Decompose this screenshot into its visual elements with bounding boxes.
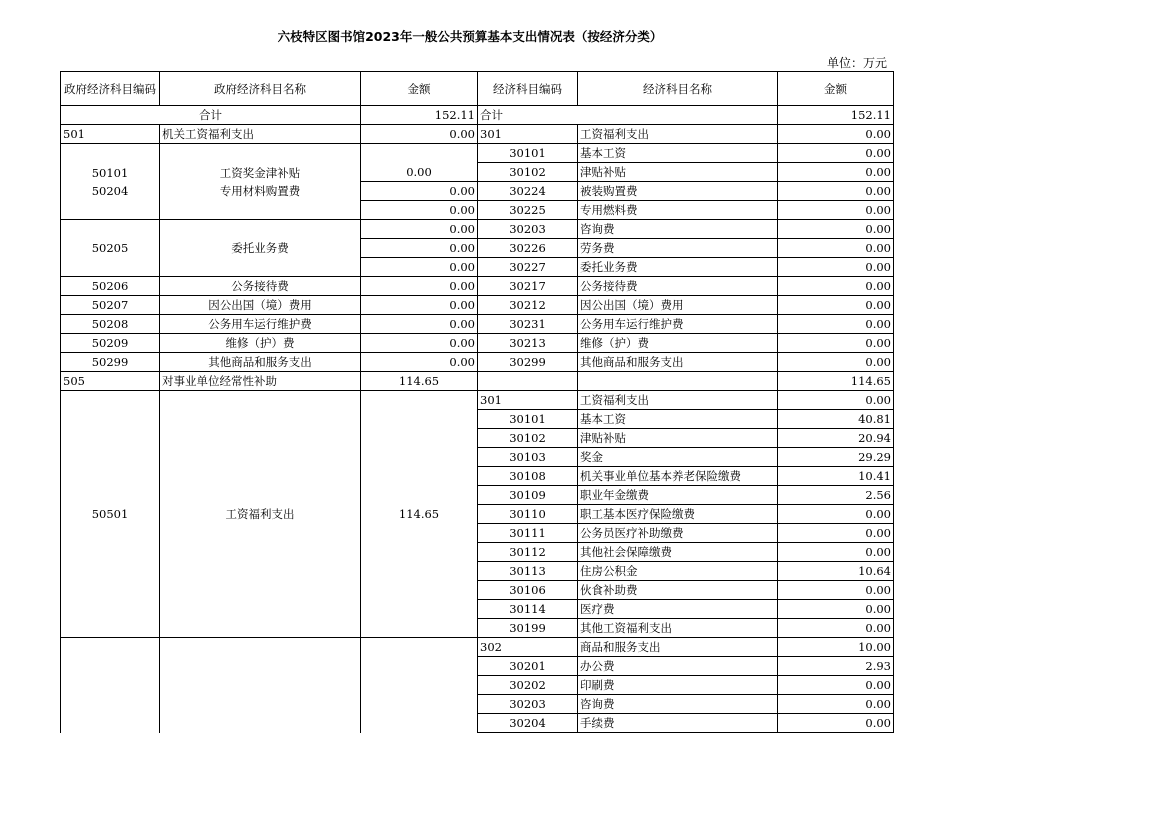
eco-amount: 10.41 <box>778 467 894 486</box>
eco-code: 30231 <box>478 315 578 334</box>
gov-name: 工资福利支出 <box>160 391 361 638</box>
gov-code: 50299 <box>61 353 160 372</box>
eco-name: 工资福利支出 <box>578 391 778 410</box>
gov-name-empty <box>160 638 361 733</box>
gov-name-group <box>160 144 361 220</box>
gov-code: 505 <box>61 372 160 391</box>
eco-amount: 0.00 <box>778 676 894 695</box>
eco-name: 医疗费 <box>578 600 778 619</box>
header-gov-code: 政府经济科目编码 <box>61 72 160 106</box>
page-title: 六枝特区图书馆2023年一般公共预算基本支出情况表（按经济分类） <box>277 29 663 44</box>
header-eco-name: 经济科目名称 <box>578 72 778 106</box>
total-label: 合计 <box>61 106 361 125</box>
total-label-eco: 合计 <box>478 106 778 125</box>
header-gov-name: 政府经济科目名称 <box>160 72 361 106</box>
eco-code: 30201 <box>478 657 578 676</box>
eco-amount: 40.81 <box>778 410 894 429</box>
gov-amount: 0.00 <box>361 182 478 201</box>
eco-amount: 0.00 <box>778 277 894 296</box>
eco-name: 津贴补贴 <box>578 429 778 448</box>
eco-amount: 0.00 <box>778 125 894 144</box>
eco-code: 30110 <box>478 505 578 524</box>
gov-code-empty <box>61 638 160 733</box>
gov-amount: 0.00 <box>361 125 478 144</box>
gov-amount: 0.00 <box>361 144 478 182</box>
gov-name: 因公出国（境）费用 <box>160 296 361 315</box>
gov-name: 其他商品和服务支出 <box>160 353 361 372</box>
eco-code: 30102 <box>478 429 578 448</box>
eco-amount: 0.00 <box>778 220 894 239</box>
eco-code: 30217 <box>478 277 578 296</box>
eco-code: 30199 <box>478 619 578 638</box>
eco-name: 印刷费 <box>578 676 778 695</box>
table-row <box>61 220 894 239</box>
eco-code: 30101 <box>478 144 578 163</box>
eco-name: 办公费 <box>578 657 778 676</box>
table-row <box>61 353 894 372</box>
eco-amount: 0.00 <box>778 581 894 600</box>
eco-name: 商品和服务支出 <box>578 638 778 657</box>
eco-name: 工资福利支出 <box>578 125 778 144</box>
unit-label: 单位：万元 <box>827 56 888 70</box>
gov-amount: 0.00 <box>361 315 478 334</box>
eco-code: 30203 <box>478 220 578 239</box>
eco-code: 30102 <box>478 163 578 182</box>
gov-amount: 0.00 <box>361 201 478 220</box>
table-row <box>61 296 894 315</box>
gov-code: 50206 <box>61 277 160 296</box>
eco-amount: 0.00 <box>778 296 894 315</box>
eco-amount: 0.00 <box>778 163 894 182</box>
eco-name: 手续费 <box>578 714 778 733</box>
total-row <box>61 106 894 125</box>
eco-name: 专用燃料费 <box>578 201 778 220</box>
gov-name: 公务用车运行维护费 <box>160 315 361 334</box>
table-row <box>61 315 894 334</box>
table-row <box>61 638 894 657</box>
total-eco-amount: 152.11 <box>778 106 894 125</box>
header-eco-amount: 金额 <box>778 72 894 106</box>
eco-code: 30112 <box>478 543 578 562</box>
table-row <box>61 334 894 353</box>
eco-amount: 20.94 <box>778 429 894 448</box>
eco-name: 伙食补助费 <box>578 581 778 600</box>
eco-amount: 0.00 <box>778 334 894 353</box>
eco-amount: 0.00 <box>778 600 894 619</box>
eco-name: 其他工资福利支出 <box>578 619 778 638</box>
expenditure-table <box>60 71 894 733</box>
eco-name: 劳务费 <box>578 239 778 258</box>
eco-name <box>578 372 778 391</box>
gov-name: 机关工资福利支出 <box>160 125 361 144</box>
eco-code: 30106 <box>478 581 578 600</box>
eco-code: 30113 <box>478 562 578 581</box>
eco-name: 住房公积金 <box>578 562 778 581</box>
eco-name: 委托业务费 <box>578 258 778 277</box>
gov-code: 50501 <box>61 391 160 638</box>
eco-amount: 29.29 <box>778 448 894 467</box>
eco-amount: 10.64 <box>778 562 894 581</box>
eco-name: 咨询费 <box>578 695 778 714</box>
gov-code: 50208 <box>61 315 160 334</box>
header-gov-amount: 金额 <box>361 72 478 106</box>
eco-amount: 0.00 <box>778 695 894 714</box>
table-row <box>61 391 894 410</box>
gov-amount: 114.65 <box>361 372 478 391</box>
eco-code: 30203 <box>478 695 578 714</box>
eco-amount: 0.00 <box>778 619 894 638</box>
gov-amount: 0.00 <box>361 334 478 353</box>
gov-code: 50101 <box>91 165 129 180</box>
gov-code: 50207 <box>61 296 160 315</box>
eco-code: 30114 <box>478 600 578 619</box>
eco-amount: 0.00 <box>778 714 894 733</box>
eco-code: 30202 <box>478 676 578 695</box>
gov-code: 50205 <box>61 220 160 277</box>
eco-code: 30213 <box>478 334 578 353</box>
eco-name: 津贴补贴 <box>578 163 778 182</box>
eco-name: 职工基本医疗保险缴费 <box>578 505 778 524</box>
eco-code: 30226 <box>478 239 578 258</box>
eco-name: 公务用车运行维护费 <box>578 315 778 334</box>
header-row <box>61 72 894 106</box>
eco-name: 其他社会保障缴费 <box>578 543 778 562</box>
eco-name: 咨询费 <box>578 220 778 239</box>
table-row <box>61 144 894 163</box>
table-row <box>61 277 894 296</box>
eco-code: 302 <box>478 638 578 657</box>
eco-amount: 2.56 <box>778 486 894 505</box>
table-row <box>61 125 894 144</box>
eco-code: 301 <box>478 125 578 144</box>
eco-code: 30225 <box>478 201 578 220</box>
eco-amount: 0.00 <box>778 353 894 372</box>
eco-amount: 2.93 <box>778 657 894 676</box>
eco-code: 30101 <box>478 410 578 429</box>
gov-name: 公务接待费 <box>160 277 361 296</box>
gov-code-group <box>61 144 160 220</box>
gov-name: 专用材料购置费 <box>219 183 301 198</box>
eco-code: 30299 <box>478 353 578 372</box>
gov-amount: 0.00 <box>361 353 478 372</box>
eco-code: 30212 <box>478 296 578 315</box>
gov-name: 委托业务费 <box>160 220 361 277</box>
eco-name: 被装购置费 <box>578 182 778 201</box>
eco-code: 30108 <box>478 467 578 486</box>
eco-name: 职业年金缴费 <box>578 486 778 505</box>
eco-name: 其他商品和服务支出 <box>578 353 778 372</box>
gov-code: 50209 <box>61 334 160 353</box>
eco-name: 公务员医疗补助缴费 <box>578 524 778 543</box>
eco-name: 因公出国（境）费用 <box>578 296 778 315</box>
eco-name: 奖金 <box>578 448 778 467</box>
eco-amount: 0.00 <box>778 543 894 562</box>
eco-code: 30103 <box>478 448 578 467</box>
gov-amount: 0.00 <box>361 258 478 277</box>
eco-amount: 0.00 <box>778 239 894 258</box>
gov-amount: 0.00 <box>361 277 478 296</box>
gov-amount: 114.65 <box>361 391 478 638</box>
eco-amount: 0.00 <box>778 258 894 277</box>
eco-amount: 0.00 <box>778 144 894 163</box>
eco-amount: 0.00 <box>778 505 894 524</box>
eco-amount: 114.65 <box>778 372 894 391</box>
eco-amount: 0.00 <box>778 201 894 220</box>
eco-code: 30111 <box>478 524 578 543</box>
header-eco-code: 经济科目编码 <box>478 72 578 106</box>
gov-name: 工资奖金津补贴 <box>219 165 301 180</box>
gov-code: 50204 <box>91 183 129 198</box>
eco-code: 30224 <box>478 182 578 201</box>
eco-code: 30204 <box>478 714 578 733</box>
gov-amount-empty <box>361 638 478 733</box>
eco-name: 基本工资 <box>578 410 778 429</box>
gov-code: 501 <box>61 125 160 144</box>
eco-name: 机关事业单位基本养老保险缴费 <box>578 467 778 486</box>
eco-amount: 0.00 <box>778 182 894 201</box>
gov-name: 维修（护）费 <box>160 334 361 353</box>
eco-code: 30109 <box>478 486 578 505</box>
gov-amount: 0.00 <box>361 296 478 315</box>
eco-name: 公务接待费 <box>578 277 778 296</box>
eco-name: 维修（护）费 <box>578 334 778 353</box>
gov-name: 对事业单位经常性补助 <box>160 372 361 391</box>
total-gov-amount: 152.11 <box>361 106 478 125</box>
eco-code: 30227 <box>478 258 578 277</box>
gov-amount: 0.00 <box>361 239 478 258</box>
table-row <box>61 372 894 391</box>
eco-code <box>478 372 578 391</box>
eco-code: 301 <box>478 391 578 410</box>
eco-amount: 10.00 <box>778 638 894 657</box>
eco-amount: 0.00 <box>778 391 894 410</box>
eco-amount: 0.00 <box>778 315 894 334</box>
eco-amount: 0.00 <box>778 524 894 543</box>
gov-amount: 0.00 <box>361 220 478 239</box>
eco-name: 基本工资 <box>578 144 778 163</box>
